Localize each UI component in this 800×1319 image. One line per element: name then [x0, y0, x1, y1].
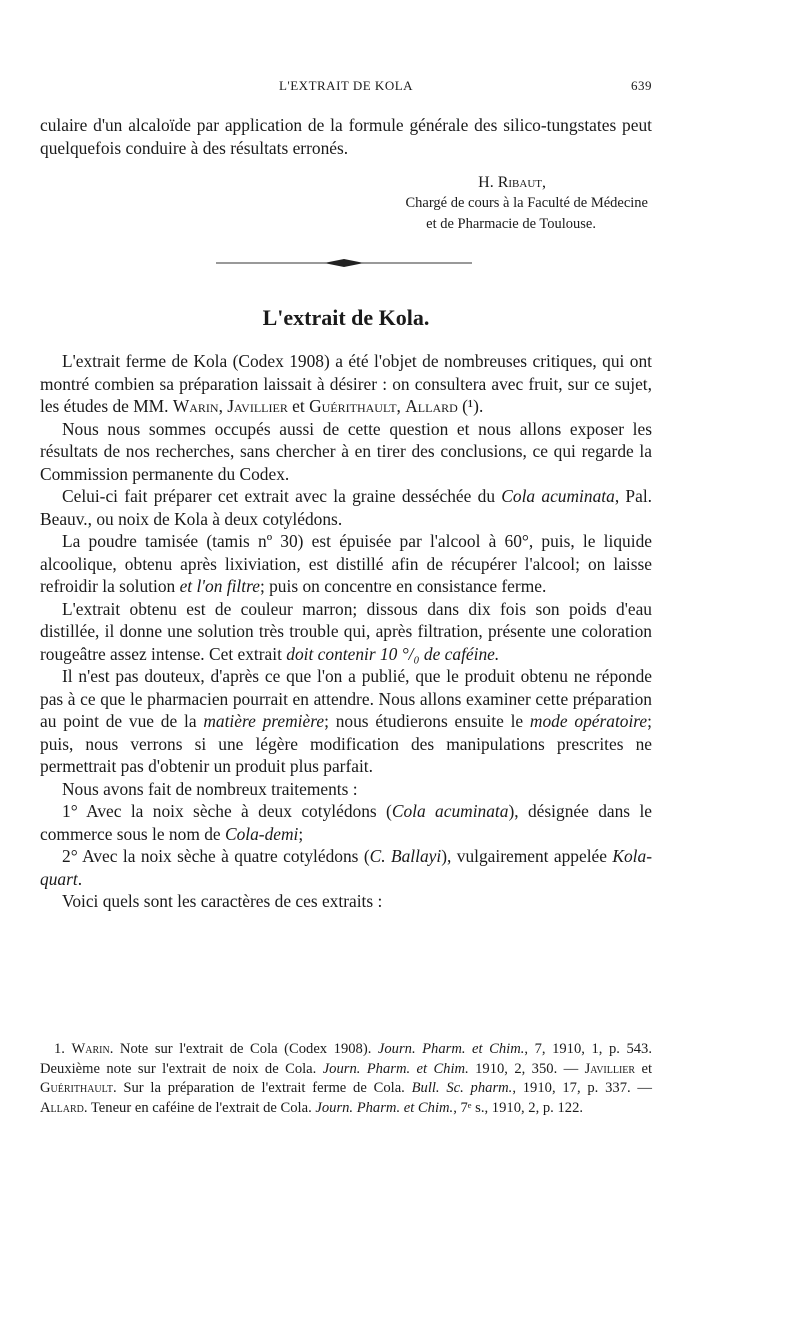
paragraph-1: L'extrait ferme de Kola (Codex 1908) a été l'objet de nombreuses critiques, qui ont montré combien sa préparation laissait à désirer : on consultera avec fruit, sur ce sujet, les études de MM. Warin, Javillier et Guérithault, Allard (¹). — [40, 351, 652, 416]
paragraph-7: Nous avons fait de nombreux traitements : — [62, 778, 358, 799]
signature-institution: et de Pharmacie de Toulouse. — [426, 216, 596, 232]
paragraph-8: 1° Avec la noix sèche à deux cotylédons (Cola acuminata), désignée dans le commerce sous le nom de Cola-demi; — [40, 801, 653, 844]
running-title: L'EXTRAIT DE KOLA — [278, 78, 414, 93]
paragraph-6: Il n'est pas douteux, d'après ce que l'on a publié, que le produit obtenu ne réponde pas à ce que le pharmacien pourrait en attendre. Nous allons examiner cette préparation au point de vue de la matière première; nous étudierons ensuite le mode opératoire; puis, nous verrons si une légère modification des manipulations prescrites ne permettrait pas d'obtenir un produit plus parfait. — [40, 666, 652, 776]
continuation-paragraph: culaire d'un alcaloïde par application de la formule générale des silico-tungstates peut quelquefois conduire à des résultats erronés. — [40, 115, 652, 158]
footnote-1: 1. Warin. Note sur l'extrait de Cola (Codex 1908). Journ. Pharm. et Chim., 7, 1910, 1, p. 543. Deuxième note sur l'extrait de noix de Cola. Journ. Pharm. et Chim. 1910, 2, 350. — Javillier et Guérithault. Sur la préparation de l'extrait ferme de Cola. Bull. Sc. pharm., 1910, 17, p. 337. — Allard. Teneur en caféine de l'extrait de Cola. Journ. Pharm. et Chim., 7ᵉ s., 1910, 2, p. 122. — [40, 1041, 653, 1116]
article-title: L'extrait de Kola. — [262, 305, 430, 330]
paragraph-3: Celui-ci fait préparer cet extrait avec la graine desséchée du Cola acuminata, Pal. Beauv., ou noix de Kola à deux cotylédons. — [40, 486, 653, 529]
paragraph-2: Nous nous sommes occupés aussi de cette question et nous allons exposer les résultats de nos recherches, sans chercher à en tirer des conclusions, ce qui regarde la Commission permanente du Codex. — [40, 418, 652, 484]
article-body — [40, 350, 652, 913]
paragraph-9: 2° Avec la noix sèche à quatre cotylédons (C. Ballayi), vulgairement appelée Kola-quart. — [40, 846, 653, 889]
paragraph-4: La poudre tamisée (tamis nº 30) est épuisée par l'alcool à 60°, puis, le liquide alcoolique, obtenu après lixiviation, est distillé afin de récupérer l'alcool; on laisse refroidir la solution et l'on filtre; puis on concentre en consistance ferme. — [40, 531, 652, 596]
page-number: 639 — [631, 78, 652, 93]
previous-article-ending — [40, 114, 652, 159]
paragraph-5: L'extrait obtenu est de couleur marron; dissous dans dix fois son poids d'eau distillée, il donne une solution très trouble qui, après filtration, présente une coloration rougeâtre assez intense. Cet extrait doit contenir 10 °/₀ de caféine. — [40, 598, 652, 664]
signature-role: Chargé de cours à la Faculté de Médecine — [405, 195, 648, 211]
section-separator — [216, 258, 472, 268]
signature-name: H. Ribaut, — [478, 174, 546, 191]
footnotes — [40, 1040, 652, 1118]
paragraph-10: Voici quels sont les caractères de ces extraits : — [62, 891, 383, 911]
page-header — [40, 78, 652, 98]
author-signature — [0, 172, 648, 235]
